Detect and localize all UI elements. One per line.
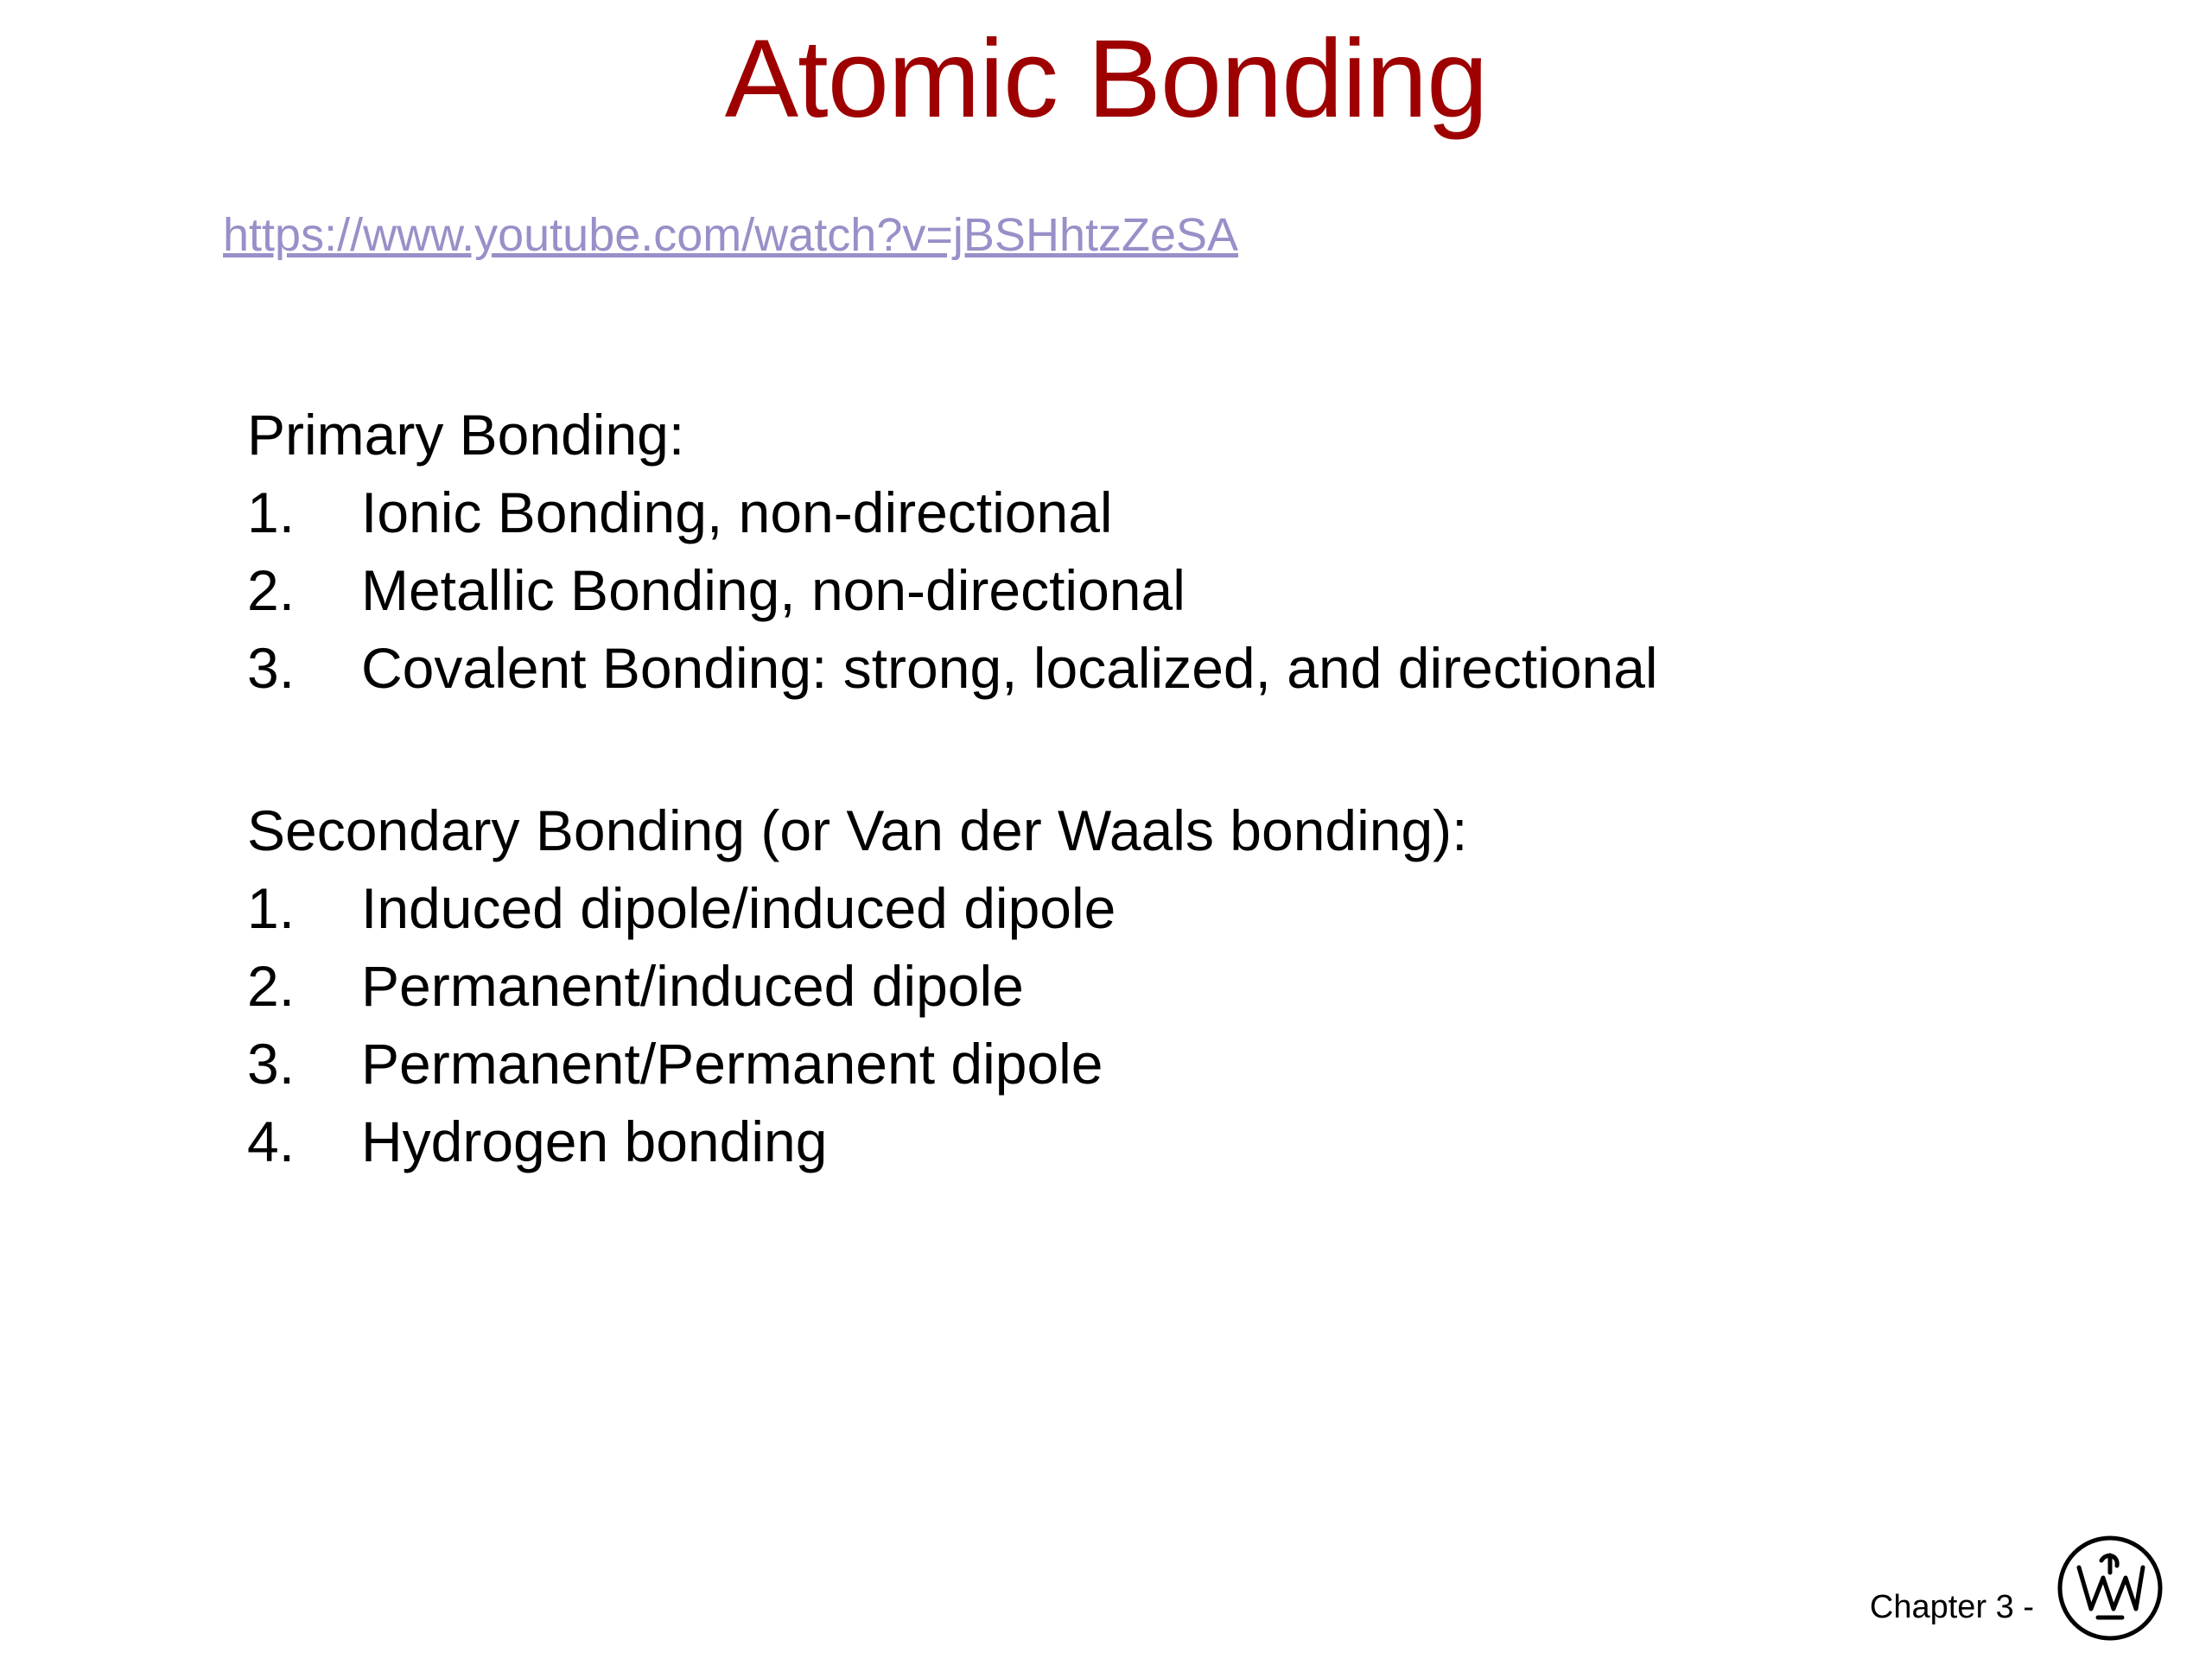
list-item (247, 636, 2088, 700)
slide-body (247, 403, 2088, 1191)
footer-chapter-label: Chapter 3 - (1869, 1589, 2034, 1625)
list-item-label: Metallic Bonding, non-directional (361, 558, 1185, 622)
primary-bonding-list (247, 480, 2088, 700)
list-item-number: 1. (247, 876, 296, 940)
list-item (247, 558, 2088, 622)
primary-bonding-heading: Primary Bonding: (247, 403, 685, 467)
youtube-video-link[interactable]: https://www.youtube.com/watch?v=jBSHhtzZeSA (223, 209, 1239, 261)
page-title: Atomic Bonding (724, 17, 1488, 141)
section-spacer (247, 717, 2088, 802)
secondary-bonding-heading: Secondary Bonding (or Van der Waals bonding): (247, 798, 1468, 862)
list-item (247, 1109, 2088, 1173)
list-item (247, 876, 2088, 940)
jwn-monogram-logo-icon (2056, 1535, 2164, 1642)
list-item (247, 1032, 2088, 1096)
list-item-number: 2. (247, 558, 296, 622)
list-item-number: 1. (247, 480, 296, 544)
list-item-number: 2. (247, 954, 296, 1018)
secondary-bonding-list (247, 876, 2088, 1173)
list-item-number: 3. (247, 636, 296, 700)
list-item-number: 3. (247, 1032, 296, 1096)
list-item-label: Permanent/Permanent dipole (361, 1032, 1103, 1096)
list-item-number: 4. (247, 1109, 296, 1173)
list-item (247, 480, 2088, 544)
list-item-label: Covalent Bonding: strong, localized, and directional (361, 636, 1658, 700)
list-item (247, 954, 2088, 1018)
list-item-label: Induced dipole/induced dipole (361, 876, 1116, 940)
list-item-label: Ionic Bonding, non-directional (361, 480, 1113, 544)
list-item-label: Permanent/induced dipole (361, 954, 1024, 1018)
list-item-label: Hydrogen bonding (361, 1109, 828, 1173)
